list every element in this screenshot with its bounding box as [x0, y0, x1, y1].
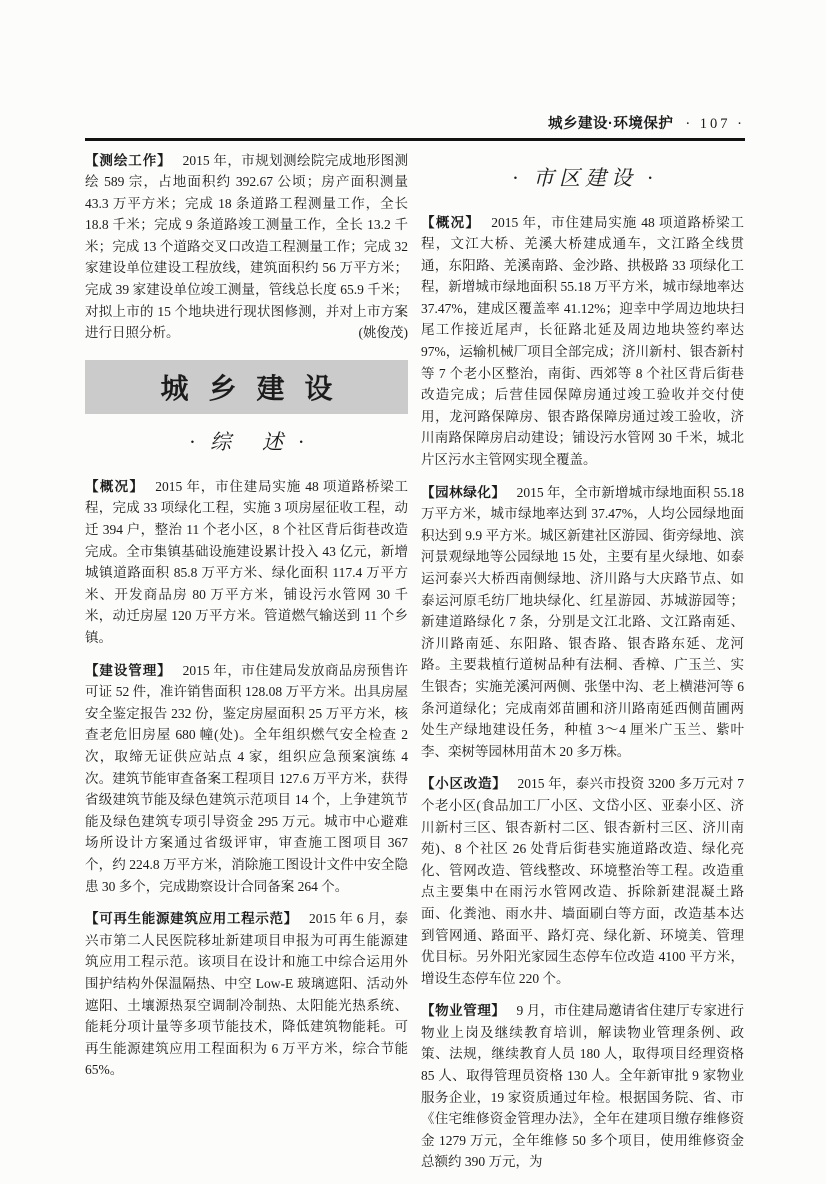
- entry-neighborhood-renovation: [421, 773, 744, 989]
- page-header: [85, 112, 745, 134]
- entry-body: 2015 年 6 月，泰兴市第二人民医院移址新建项目申报为可再生能源建筑应用工程示范。该项目在设计和施工中综合运用外围护结构外保温隔热、中空 Low-E 玻璃遮阳、活动外遮阳、土壤源热泵空调制冷制热、太阳能光热系统、能耗分项计量等多项节能技术，降低建筑物能耗。可再生能源建筑应用工程面积为 6 万平方米，综合节能 65%。: [85, 911, 408, 1077]
- running-head: 城乡建设·环境保护: [548, 112, 673, 133]
- entry-title: 【概况】: [85, 479, 144, 494]
- entry-property-management: [421, 1000, 744, 1173]
- entry-body: 2015 年，市住建局实施 48 项道路桥梁工程，文江大桥、羌溪大桥建成通车，文江路全线贯通，东阳路、羌溪南路、金沙路、拱极路 33 项绿化工程，新增城市绿地面积 55.18 万平方米，城市绿地率达 37.47%，建成区覆盖率 41.12%；迎幸中学周边地块扫尾工作接近尾声，长征路北延及周边地块签约率达 97%，运输机械厂项目全部完成；济川新村、银杏新村等 7 个老小区整治，南街、西郊等 8 个社区背后街巷改造完成；后营佳园保障房通过竣工验收并交付使用，龙河路保障房、银杏路保障房通过竣工验收，济川南路保障房启动建设；铺设污水管网 30 千米，城北片区污水主管网实现全覆盖。: [421, 215, 744, 468]
- two-column-body: [85, 150, 745, 1184]
- entry-signature: (姚俊茂): [359, 322, 409, 344]
- entry-body: 2015 年，泰兴市投资 3200 多万元对 7 个老小区(食品加工厂小区、文岱小区、亚泰小区、济川新村三区、银杏新村二区、银杏新村三区、济川南苑)、8 个社区 26 处背后街巷实施道路改造、绿化亮化、管网改造、管线整改、环境整治等工程。改造重点主要集中在雨污水管网改造、拆除新建混凝土路面、化粪池、雨水井、墙面刷白等方面，改造基本达到管网通、路面平、路灯亮、绿化新、环境美、管理优目标。另外阳光家园生态停车位改造 4100 平方米，增设生态停车位 220 个。: [421, 776, 744, 985]
- entry-overview-right: [421, 212, 744, 471]
- chapter-title: 城乡建设: [140, 367, 352, 407]
- entry-body: 9 月，市住建局邀请省住建厅专家进行物业上岗及继续教育培训，解读物业管理条例、政策、法规，继续教育人员 180 人，取得项目经理资格 85 人、取得管理员资格 130 人。全年新审批 9 家物业服务企业，19 家资质通过年检。根据国务院、省、市《住宅维修资金管理办法》，全年在建项目缴存维修资金 1279 万元，全年维修 50 多个项目，使用维修资金总额约 390 万元，为: [421, 1003, 744, 1169]
- entry-body: 2015 年，全市新增城市绿地面积 55.18 万平方米，城市绿地率达到 37.47%，人均公园绿地面积达到 9.9 平方米。城区新建社区游园、街旁绿地、滨河景观绿地等公园绿地 15 处，主要有星火绿地、如泰运河泰兴大桥西南侧绿地、济川路与大庆路节点、如泰运河原毛纺厂地块绿化、红星游园、苏城游园等；新建道路绿化 7 条，分别是文江北路、文江路南延、济川路南延、东阳路、银杏路、银杏路东延、龙河路。主要栽植行道树品种有法桐、香樟、广玉兰、实生银杏；实施羌溪河两侧、张堡中沟、老上横港河等 6 条河道绿化；完成南郊苗圃和济川路南延西侧苗圃两处生产绿地建设任务，种植 3～4 厘米广玉兰、紫叶李、栾树等园林用苗木 20 多万株。: [421, 485, 744, 759]
- entry-title: 【概况】: [421, 215, 480, 230]
- left-column: [85, 150, 408, 1184]
- entry-title: 【建设管理】: [85, 663, 172, 678]
- entry-title: 【物业管理】: [421, 1003, 506, 1018]
- entry-body: 2015 年，市住建局实施 48 项道路桥梁工程，完成 33 项绿化工程，实施 3 项房屋征收工程，动迁 394 户，整治 11 个老小区，8 个社区背后街巷改造完成。全市集镇基础设施建设累计投入 43 亿元，新增城镇道路面积 85.8 万平方米、绿化面积 117.4 万平方米、开发商品房 80 万平方米，铺设污水管网 30 千米，动迁房屋 120 万平方米。管道燃气输送到 11 个乡镇。: [85, 479, 408, 645]
- chapter-banner: [85, 360, 408, 414]
- entry-title: 【小区改造】: [421, 776, 507, 791]
- entry-surveying: [85, 150, 408, 344]
- entry-title: 【可再生能源建筑应用工程示范】: [85, 911, 298, 926]
- header-rule: [85, 138, 745, 141]
- section-heading-summary: · 综 述 ·: [85, 426, 408, 456]
- page-number: · 107 ·: [685, 116, 745, 133]
- entry-construction-management: [85, 660, 408, 898]
- entry-title: 【园林绿化】: [421, 485, 506, 500]
- section-heading-urban-district: · 市区建设 ·: [421, 162, 744, 192]
- entry-landscaping: [421, 482, 744, 763]
- entry-renewable-energy-demo: [85, 908, 408, 1081]
- entry-body: 2015 年，市规划测绘院完成地形图测绘 589 宗，占地面积约 392.67 公顷；房产面积测量 43.3 万平方米；完成 18 条道路工程测量工作，全长 18.8 千米；完成 9 条道路竣工测量工作，全长 13.2 千米；完成 13 个道路交叉口改造工程测量工作；完成 32 家建设单位建设工程放线，建筑面积约 56 万平方米；完成 39 家建设单位竣工测量，管线总长度 65.9 千米；对拟上市的 15 个地块进行现状图修测，并对上市方案进行日照分析。: [85, 153, 408, 341]
- entry-body: 2015 年，市住建局发放商品房预售许可证 52 件，准许销售面积 128.08 万平方米。出具房屋安全鉴定报告 232 份，鉴定房屋面积 25 万平方米，核查老危旧房屋 680 幢(处)。全年组织燃气安全检查 2 次，取缔无证供应站点 4 家，组织应急预案演练 4 次。建筑节能审查备案工程项目 127.6 万平方米，获得省级建筑节能及绿色建筑示范项目 14 个，上争建筑节能及绿色建筑专项引导资金 295 万元。城市中心避难场所设计方案通过省级评审，审查施工图项目 367 个，约 224.8 万平方米，消除施工图设计文件中安全隐患 30 多个，完成勘察设计合同备案 264 个。: [85, 663, 408, 894]
- entry-overview-left: [85, 476, 408, 649]
- entry-title: 【测绘工作】: [85, 153, 172, 168]
- right-column: [421, 150, 744, 1184]
